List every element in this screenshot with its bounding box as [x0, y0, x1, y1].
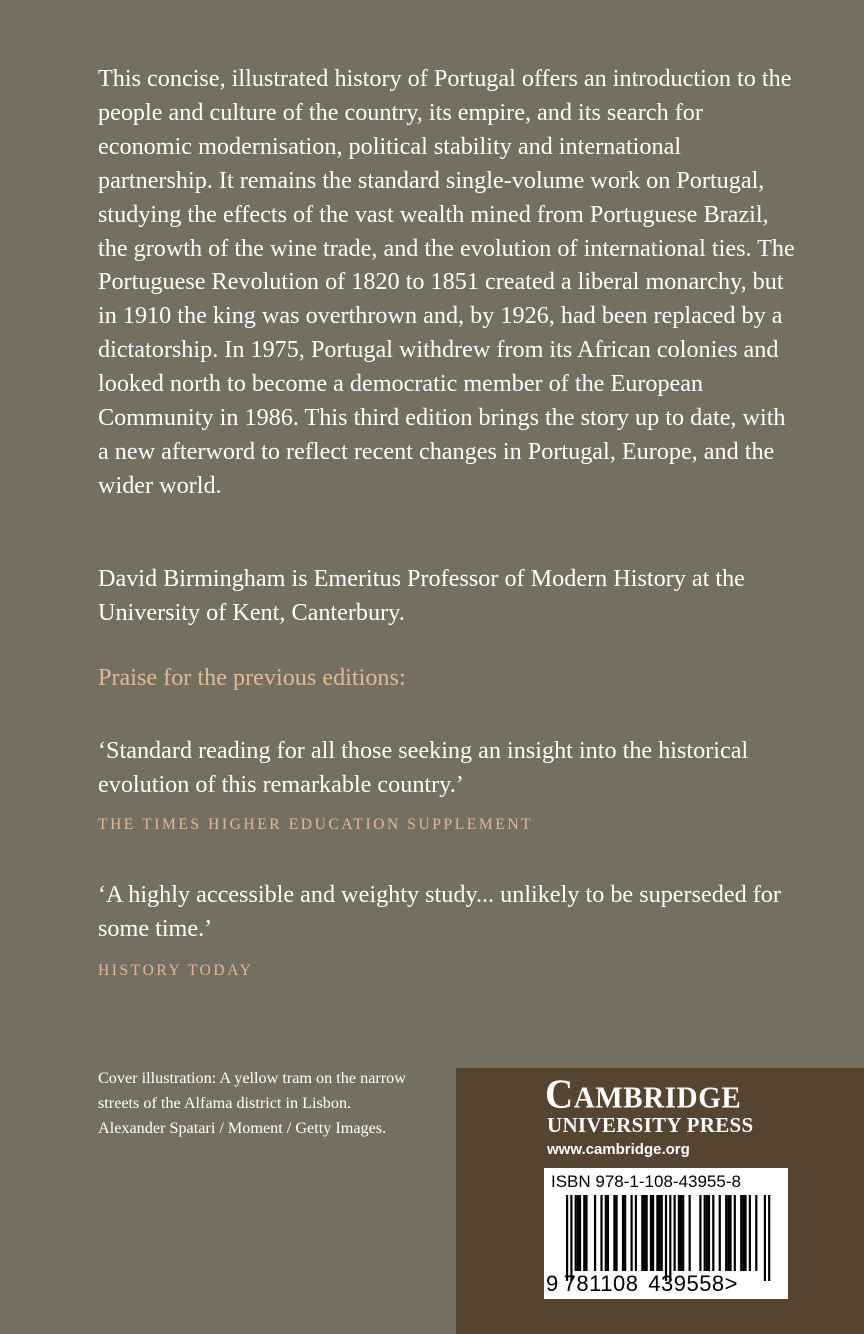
review-quote: ‘A highly accessible and weighty study... unlikely to be superseded for some time.’	[98, 881, 781, 942]
barcode-bar	[635, 1195, 637, 1271]
barcode-bar	[704, 1195, 706, 1271]
review-source: HISTORY TODAY	[98, 962, 254, 979]
review-source: THE TIMES HIGHER EDUCATION SUPPLEMENT	[98, 816, 534, 833]
barcode-bar	[719, 1195, 721, 1271]
barcode-bar	[641, 1195, 643, 1271]
barcode-bar	[706, 1195, 708, 1271]
barcode-guard-bar	[764, 1195, 766, 1281]
barcode-bar	[650, 1195, 652, 1271]
barcode-bar	[631, 1195, 633, 1271]
barcode-bar	[656, 1195, 658, 1271]
barcode-bar	[600, 1195, 602, 1271]
barcode-bar	[740, 1195, 742, 1271]
publisher-panel	[456, 1068, 864, 1334]
barcode-bar	[661, 1195, 663, 1271]
barcode-bar	[643, 1195, 645, 1271]
barcode-bar	[605, 1195, 607, 1271]
barcode-bar	[674, 1195, 676, 1271]
barcode-bar	[575, 1195, 577, 1271]
barcode-quiet-zone-mark: >	[724, 1271, 739, 1296]
barcode-bar	[646, 1195, 648, 1271]
barcode-bar	[712, 1195, 714, 1271]
barcode-bar	[615, 1195, 617, 1271]
barcode-bar	[594, 1195, 596, 1271]
isbn-label: ISBN 978-1-108-43955-8	[551, 1172, 741, 1191]
barcode-bar	[579, 1195, 581, 1271]
barcode-bar	[585, 1195, 587, 1271]
barcode-right-group: 439558	[648, 1271, 725, 1296]
publisher-name-initial: C	[545, 1071, 574, 1117]
barcode-bar	[699, 1195, 701, 1271]
barcode-bar	[729, 1195, 731, 1271]
barcode-first-digit: 9	[546, 1271, 559, 1296]
praise-heading: Praise for the previous editions:	[98, 664, 406, 691]
barcode-guard-bar	[665, 1195, 667, 1281]
review-quote: ‘Standard reading for all those seeking an insight into the historical evolution of this remarkable country.’	[98, 737, 749, 798]
barcode-guard-bar	[768, 1195, 770, 1281]
barcode-guard-bar	[570, 1195, 572, 1281]
barcode-bar	[652, 1195, 654, 1271]
publisher-logo-text	[545, 1071, 742, 1118]
barcode-left-group: 781108	[563, 1271, 639, 1296]
barcode-bar	[708, 1195, 710, 1271]
barcode-bar	[742, 1195, 744, 1271]
book-description: This concise, illustrated history of Portugal offers an introduction to the people and culture of the country, its empire, and its search for economic modernisation, political stability and international partnership. It remains the standard single-volume work on Portugal, studying the effects of the vast wealth mined from Portuguese Brazil, the growth of the wine trade, and the evolution of international ties. The Portuguese Revolution of 1820 to 1851 created a liberal monarchy, but in 1910 the king was overthrown and, by 1926, had been replaced by a dictatorship. In 1975, Portugal withdrew from its African colonies and looked north to become a democratic member of the European Community in 1986. This third edition brings the story up to date, with a new afterword to reflect recent changes in Portugal, Europe, and the wider world.	[98, 65, 795, 499]
barcode-bar	[689, 1195, 691, 1271]
cover-illustration-credit: Cover illustration: A yellow tram on the narrow streets of the Alfama district in Lisbon. Alexander Spatari / Moment / Getty Images.	[98, 1069, 406, 1137]
barcode-digits	[546, 1271, 738, 1297]
barcode-bar	[613, 1195, 615, 1271]
barcode-bar	[680, 1195, 682, 1271]
barcode-bar	[607, 1195, 609, 1271]
barcode-bar	[727, 1195, 729, 1271]
barcode-bar	[682, 1195, 684, 1271]
publisher-url: www.cambridge.org	[547, 1141, 690, 1158]
barcode-bar	[725, 1195, 727, 1271]
isbn-barcode	[544, 1168, 788, 1299]
author-bio: David Birmingham is Emeritus Professor of Modern History at the University of Kent, Canterbury.	[98, 565, 745, 626]
barcode-guard-bar	[566, 1195, 568, 1281]
barcode-bar	[755, 1195, 757, 1271]
barcode-bar	[577, 1195, 579, 1271]
barcode-guard-bar	[669, 1195, 671, 1281]
barcode-bar	[583, 1195, 585, 1271]
barcode-bar	[624, 1195, 626, 1271]
barcode-bar	[678, 1195, 680, 1271]
barcode-bar	[744, 1195, 746, 1271]
publisher-press-name: UNIVERSITY PRESS	[547, 1113, 754, 1137]
publisher-name-rest: AMBRIDGE	[573, 1081, 742, 1115]
barcode-bar	[749, 1195, 751, 1271]
barcode-bar	[658, 1195, 660, 1271]
barcode-bar	[622, 1195, 624, 1271]
barcode-bar	[734, 1195, 736, 1271]
